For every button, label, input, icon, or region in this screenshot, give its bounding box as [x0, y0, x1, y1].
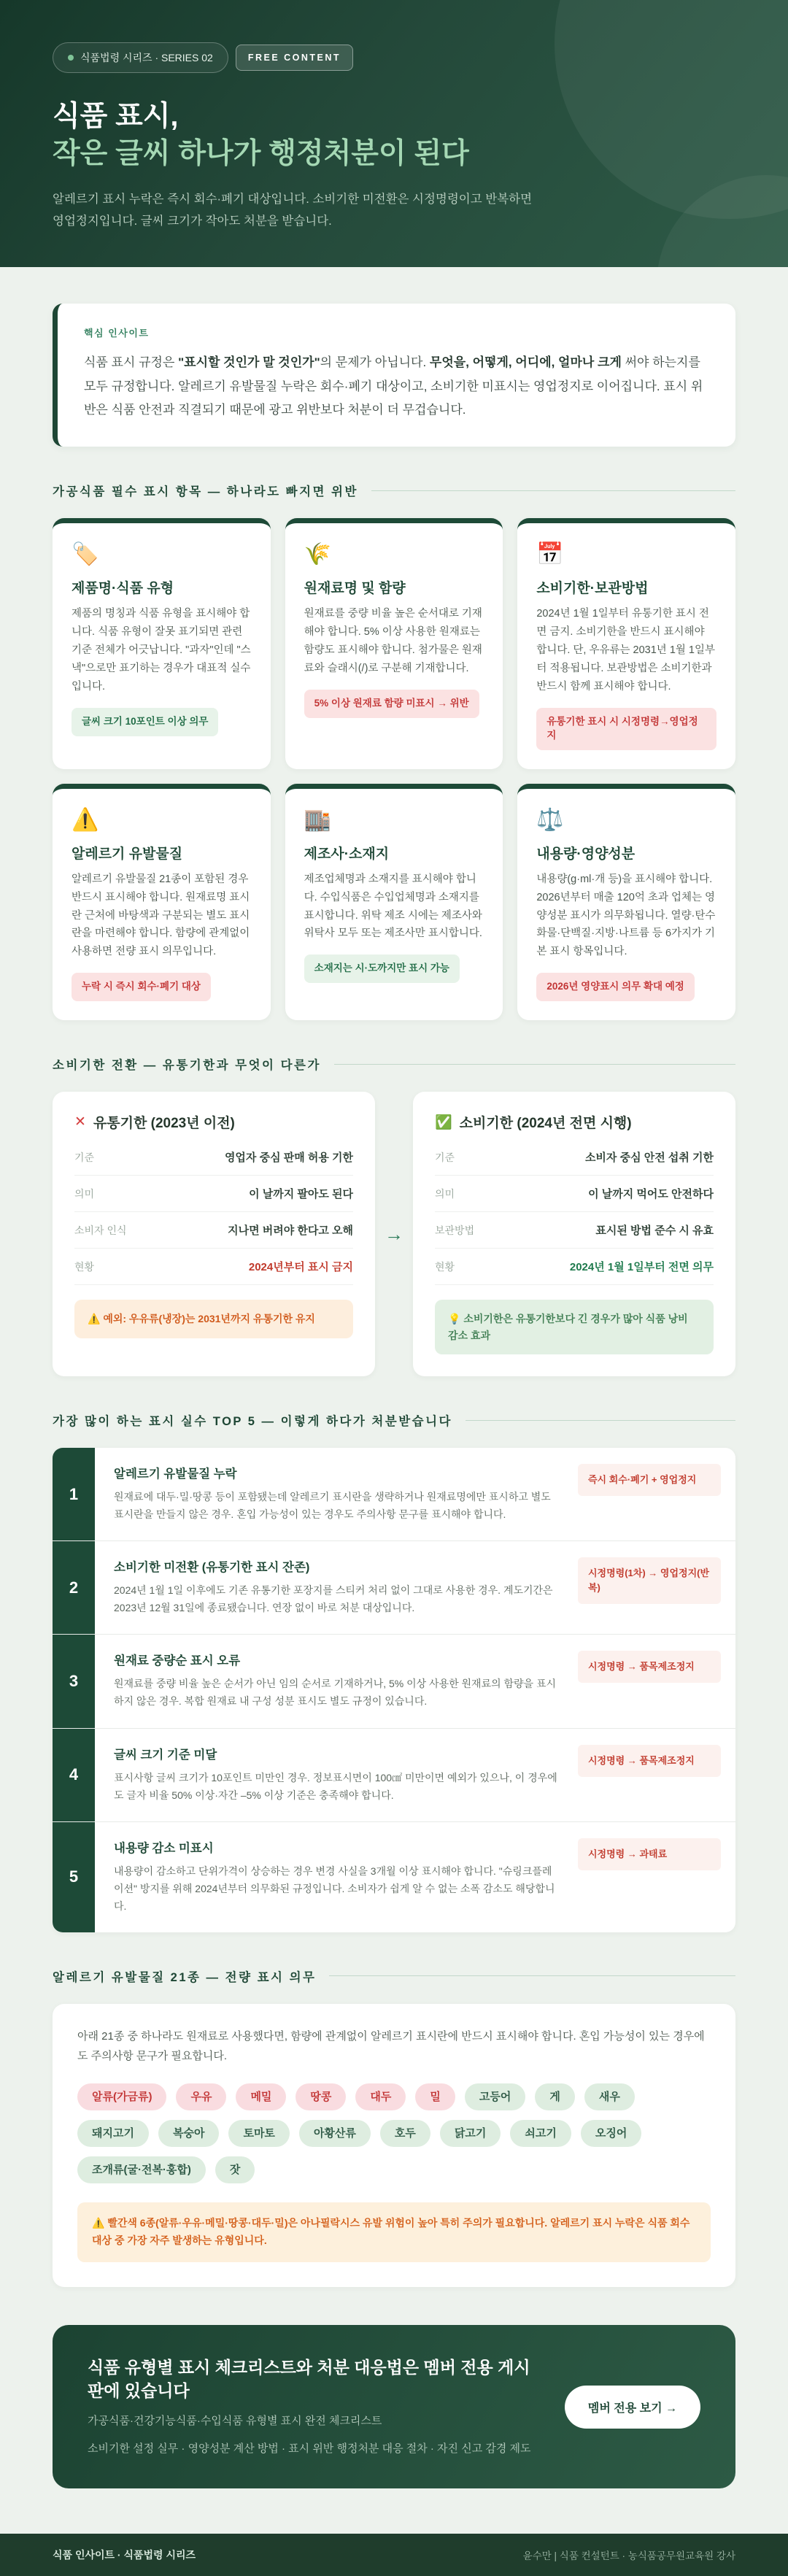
mistake-title: 글씨 크기 기준 미달 — [114, 1748, 217, 1762]
mistake-title: 원재료 중량순 표시 오류 — [114, 1654, 241, 1668]
panel-row — [74, 1212, 353, 1249]
hero-header — [0, 0, 788, 267]
row-value: 소비자 중심 안전 섭취 기한 — [584, 1152, 714, 1165]
panel-header — [435, 1112, 714, 1132]
allergen-warning — [77, 2202, 711, 2262]
insight-body — [84, 351, 709, 422]
warning-text: 빨간색 6종(알류·우유·메밀·땅콩·대두·밀)은 아나필락시스 유발 위험이 높아 특히 주의가 필요합니다. 알레르기 표시 누락은 식품 회수 대상 중 가장 자주 발생하는 유형입니다. — [92, 2217, 690, 2247]
card-body: 제품의 명칭과 식품 유형을 표시해야 합니다. 식품 유형이 잘못 표기되면 관련 기준 전체가 어긋납니다. "과자"인데 "스낵"으로만 표기하는 경우가 대표적 실수입니다. — [72, 608, 251, 693]
check-mark-icon: ✅ — [435, 1114, 452, 1130]
card-badge: 유통기한 표시 시 시정명령→영업정지 — [536, 708, 716, 750]
series-dot-icon — [68, 55, 74, 61]
cta-line-1: 가공식품·건강기능식품·수입식품 유형별 표시 완전 체크리스트 — [88, 2415, 382, 2428]
panel-header — [74, 1112, 353, 1132]
main-content — [53, 304, 735, 2534]
card-body: 2024년 1월 1일부터 유통기한 표시 전면 금지. 소비기한을 반드시 표시해야 합니다. 단, 우유류는 2031년 1월 1일부터 적용됩니다. 보관방법은 소비기한과 반드시 함께 표시해야 합니다. — [536, 608, 715, 693]
page-subtitle: 알레르기 표시 누락은 즉시 회수·폐기 대상입니다. 소비기한 미전환은 시정명령이고 반복하면 영업정지입니다. 글씨 크기가 작아도 처분을 받습니다. — [53, 192, 533, 228]
card-body: 내용량(g·ml·개 등)을 표시해야 합니다. 2026년부터 매출 120억 초과 업체는 영양성분 표시가 의무화됩니다. 열량·탄수화물·단백질·지방·나트륨 등 6가지가 기본 표시 항목입니다. — [536, 873, 716, 958]
allergen-chip: 아황산류 — [299, 2120, 371, 2147]
allergen-chip: 새우 — [584, 2083, 635, 2110]
top5-item-2 — [53, 1541, 735, 1635]
top5-item-main — [95, 1541, 578, 1634]
cta-title: 식품 유형별 표시 체크리스트와 처분 대응법은 멤버 전용 게시판에 있습니다 — [88, 2357, 530, 2401]
rank-number: 4 — [53, 1729, 95, 1821]
page-title-line2: 작은 글씨 하나가 행정처분이 된다 — [53, 138, 469, 170]
penalty-badge: 시정명령 → 과태료 — [578, 1838, 721, 1870]
section-title-required — [53, 482, 735, 499]
member-cta-box — [53, 2325, 735, 2488]
section-rule — [371, 490, 735, 491]
cross-mark-icon: ✕ — [74, 1114, 86, 1130]
card-badge: 소재지는 시·도까지만 표시 가능 — [304, 955, 460, 983]
allergen-chip: 오징어 — [581, 2120, 641, 2147]
note-text: 소비기한은 유통기한보다 긴 경우가 많아 식품 낭비 감소 효과 — [448, 1313, 688, 1341]
section-heading: 가장 많이 하는 표시 실수 TOP 5 — 이렇게 하다가 처분받습니다 — [53, 1415, 452, 1429]
allergen-chip: 토마토 — [228, 2120, 289, 2147]
exception-note — [74, 1300, 353, 1338]
allergen-chip: 돼지고기 — [77, 2120, 149, 2147]
panel-use-by-date — [413, 1092, 735, 1376]
row-label: 기준 — [74, 1152, 95, 1164]
required-cards-grid — [53, 518, 735, 1020]
top5-item-3 — [53, 1635, 735, 1728]
note-text: 예외: 우유류(냉장)는 2031년까지 유통기한 유지 — [103, 1313, 315, 1325]
penalty-badge: 시정명령(1차) → 영업정지(반복) — [578, 1557, 721, 1604]
panel-row — [435, 1176, 714, 1212]
card-title: 원재료명 및 함량 — [304, 581, 406, 597]
card-title: 알레르기 유발물질 — [72, 846, 183, 862]
card-title: 제품명·식품 유형 — [72, 581, 174, 597]
card-body: 원재료를 중량 비율 높은 순서대로 기재해야 합니다. 5% 이상 사용한 원재료는 함량도 표시해야 합니다. 첨가물은 원재료와 슬래시(/)로 구분해 기재합니다. — [304, 608, 482, 675]
allergen-chip: 복숭아 — [158, 2120, 219, 2147]
row-label: 현황 — [74, 1261, 95, 1273]
row-label: 의미 — [435, 1188, 455, 1200]
panel-row — [435, 1139, 714, 1176]
insight-text-bold: 무엇을, 어떻게, 어디에, 얼마나 크게 — [429, 355, 622, 370]
card-use-by-date — [517, 518, 735, 768]
row-label: 의미 — [74, 1188, 95, 1200]
insight-text: 의 문제가 아닙니다. — [320, 355, 430, 370]
insight-text: 써야 하는지를 모두 규정합니다. 알레르기 유발물질 누락은 회수·폐기 대상이고, 소비기한 미표시는 영업정지로 이어집니다. 표시 위반은 식품 안전과 직결되기 때문에 광고 위반보다 처분이 더 무겁습니다. — [84, 355, 703, 417]
allergen-chip: 잣 — [215, 2156, 255, 2183]
top5-item-5 — [53, 1822, 735, 1932]
allergen-chip: 땅콩 — [296, 2083, 346, 2110]
allergen-chips — [77, 2083, 711, 2183]
card-badge: 글씨 크기 10포인트 이상 의무 — [72, 708, 218, 736]
section-rule — [334, 1064, 735, 1065]
calendar-icon: 📅 — [536, 542, 564, 567]
series-badge-label: 식품법령 시리즈 · SERIES 02 — [80, 52, 213, 63]
allergen-chip: 고등어 — [465, 2083, 525, 2110]
allergen-chip: 닭고기 — [440, 2120, 501, 2147]
panel-row — [74, 1249, 353, 1285]
section-rule — [329, 1975, 735, 1976]
section-heading: 알레르기 유발물질 21종 — 전량 표시 의무 — [53, 1970, 317, 1984]
allergen-chip: 메밀 — [236, 2083, 286, 2110]
mistake-description: 원재료에 대두·밀·땅콩 등이 포함됐는데 알레르기 표시란을 생략하거나 원재료명에만 표시하고 별도 표시란을 만들지 않은 경우. 혼입 가능성이 있는 경우도 주의사항 문구를 표시해야 합니다. — [114, 1491, 551, 1521]
card-title: 제조사·소재지 — [304, 846, 390, 862]
cta-line-2: 소비기한 설정 실무 · 영양성분 계산 방법 · 표시 위반 행정처분 대응 절차 · 자진 신고 감경 제도 — [88, 2442, 531, 2456]
rank-number: 3 — [53, 1635, 95, 1727]
penalty-badge: 시정명령 → 품목제조정지 — [578, 1651, 721, 1683]
bottom-spacer — [53, 2488, 735, 2534]
card-allergens — [53, 784, 271, 1021]
mistake-title: 소비기한 미전환 (유통기한 표시 잔존) — [114, 1561, 310, 1575]
lightbulb-icon: 💡 — [448, 1313, 461, 1325]
penalty-badge: 시정명령 → 품목제조정지 — [578, 1745, 721, 1777]
row-value: 영업자 중심 판매 허용 기한 — [224, 1152, 353, 1165]
penalty-badge: 즉시 회수·폐기 + 영업정지 — [578, 1464, 721, 1496]
mistake-description: 내용량이 감소하고 단위가격이 상승하는 경우 변경 사실을 3개월 이상 표시해야 합니다. "슈링크플레이션" 방지를 위해 2024년부터 의무화된 규정입니다. 소비자가 쉽게 알 수 없는 소폭 감소도 해당합니다. — [114, 1864, 555, 1912]
tip-note — [435, 1300, 714, 1354]
row-label: 소비자 인식 — [74, 1225, 127, 1237]
allergen-chip: 우유 — [176, 2083, 226, 2110]
panel-row — [435, 1212, 714, 1249]
row-value: 지나면 버려야 한다고 오해 — [228, 1225, 353, 1238]
allergen-chip: 알류(가금류) — [77, 2083, 166, 2110]
mistake-description: 표시사항 글씨 크기가 10포인트 미만인 경우. 정보표시면이 100㎠ 미만이면 예외가 있으나, 이 경우에도 글자 비율 50% 이상·자간 –5% 이상 기준은 충족해야 합니다. — [114, 1771, 557, 1801]
panel-row — [74, 1139, 353, 1176]
allergen-intro: 아래 21종 중 하나라도 원재료로 사용했다면, 함량에 관계없이 알레르기 표시란에 반드시 표시해야 합니다. 혼입 가능성이 있는 경우에도 주의사항 문구가 필요합니다. — [77, 2029, 705, 2062]
footer-brand: 식품 인사이트 · 식품법령 시리즈 — [53, 2549, 196, 2561]
allergen-card — [53, 2004, 735, 2287]
row-value: 이 날까지 팔아도 된다 — [249, 1188, 353, 1201]
row-value: 이 날까지 먹어도 안전하다 — [588, 1188, 714, 1201]
allergen-chip: 밀 — [415, 2083, 455, 2110]
mistake-title: 내용량 감소 미표시 — [114, 1841, 214, 1855]
arrow-right-icon: → — [385, 1222, 403, 1245]
panel-title: 유통기한 (2023년 이전) — [93, 1116, 235, 1132]
insight-text-bold: "표시할 것인가 말 것인가" — [178, 355, 320, 370]
card-title: 내용량·영양성분 — [536, 846, 636, 862]
comparison-panels — [53, 1092, 735, 1376]
allergen-chip: 쇠고기 — [510, 2120, 571, 2147]
section-heading: 가공식품 필수 표시 항목 — 하나라도 빠지면 위반 — [53, 485, 358, 499]
mistake-description: 원재료를 중량 비율 높은 순서가 아닌 임의 순서로 기재하거나, 5% 이상 사용한 원재료의 함량을 표시하지 않은 경우. 복합 원재료 내 구성 성분 표시도 별도 규정이 있습니다. — [114, 1678, 557, 1708]
card-product-name — [53, 518, 271, 768]
section-rule — [466, 1420, 735, 1421]
store-building-icon: 🏬 — [304, 807, 332, 832]
section-heading: 소비기한 전환 — 유통기한과 무엇이 다른가 — [53, 1059, 321, 1073]
footer-author: 윤수만 | 식품 컨설턴트 · 농식품공무원교육원 강사 — [522, 2550, 735, 2562]
top5-item-1 — [53, 1448, 735, 1541]
allergen-chip: 조개류(굴·전복·홍합) — [77, 2156, 206, 2183]
panel-title: 소비기한 (2024년 전면 시행) — [459, 1116, 632, 1132]
allergen-chip: 게 — [535, 2083, 575, 2110]
series-badge — [53, 42, 228, 73]
hero-badges — [53, 42, 735, 73]
top5-item-main — [95, 1448, 578, 1540]
card-manufacturer — [285, 784, 503, 1021]
card-badge: 5% 이상 원재료 함량 미표시 → 위반 — [304, 690, 479, 718]
allergen-chip: 호두 — [380, 2120, 430, 2147]
page-footer — [0, 2534, 788, 2576]
top5-list — [53, 1448, 735, 1932]
card-body: 제조업체명과 소재지를 표시해야 합니다. 수입식품은 수입업체명과 소재지를 표시합니다. 위탁 제조 시에는 제조사와 위탁사 모두 또는 제조사만 표시합니다. — [304, 873, 482, 940]
panel-row — [435, 1249, 714, 1285]
row-label: 보관방법 — [435, 1225, 475, 1237]
page-title — [53, 98, 735, 173]
row-value: 표시된 방법 준수 시 유효 — [595, 1225, 714, 1238]
label-tag-icon: 🏷️ — [72, 542, 99, 567]
section-title-mistakes — [53, 1411, 735, 1429]
member-only-button[interactable]: 멤버 전용 보기 → — [565, 2386, 700, 2429]
mistake-description: 2024년 1월 1일 이후에도 기존 유통기한 포장지를 스티커 처리 없이 그대로 사용한 경우. 계도기간은 2023년 12월 31일에 종료됐습니다. 연장 없이 바로 처분 대상입니다. — [114, 1584, 553, 1614]
warning-icon: ⚠️ — [92, 2217, 105, 2229]
warning-icon: ⚠️ — [88, 1313, 101, 1325]
rank-number: 2 — [53, 1541, 95, 1634]
card-net-contents — [517, 784, 735, 1021]
free-content-badge: FREE CONTENT — [236, 45, 353, 71]
page-title-line1: 식품 표시, — [53, 101, 179, 132]
card-title: 소비기한·보관방법 — [536, 581, 649, 597]
rank-number: 1 — [53, 1448, 95, 1540]
row-value-highlight: 2024년부터 표시 금지 — [248, 1261, 353, 1274]
warning-icon: ⚠️ — [72, 807, 99, 832]
insight-label: 핵심 인사이트 — [84, 328, 150, 339]
rice-sheaf-icon: 🌾 — [304, 542, 332, 567]
cta-text — [88, 2356, 538, 2458]
row-value-highlight: 2024년 1월 1일부터 전면 의무 — [569, 1261, 714, 1274]
balance-scale-icon: ⚖️ — [536, 807, 564, 832]
top5-item-main — [95, 1635, 578, 1727]
section-title-allergens — [53, 1967, 735, 1985]
insight-text: 식품 표시 규정은 — [84, 355, 179, 370]
panel-sell-by-date — [53, 1092, 375, 1376]
top5-item-main — [95, 1822, 578, 1932]
card-badge: 누락 시 즉시 회수·폐기 대상 — [72, 973, 211, 1001]
card-ingredients — [285, 518, 503, 768]
section-title-conversion — [53, 1055, 735, 1073]
top5-item-main — [95, 1729, 578, 1821]
allergen-chip: 대두 — [355, 2083, 406, 2110]
row-label: 기준 — [435, 1152, 455, 1164]
panel-row — [74, 1176, 353, 1212]
rank-number: 5 — [53, 1822, 95, 1932]
key-insight-box — [53, 304, 735, 447]
card-badge: 2026년 영양표시 의무 확대 예정 — [536, 973, 695, 1001]
card-body: 알레르기 유발물질 21종이 포함된 경우 반드시 표시해야 합니다. 원재료명 표시란 근처에 바탕색과 구분되는 별도 표시란을 마련해야 합니다. 함량에 관계없이 사용하면 전량 표시 의무입니다. — [72, 873, 250, 958]
row-label: 현황 — [435, 1261, 455, 1273]
mistake-title: 알레르기 유발물질 누락 — [114, 1468, 237, 1481]
top5-item-4 — [53, 1729, 735, 1822]
